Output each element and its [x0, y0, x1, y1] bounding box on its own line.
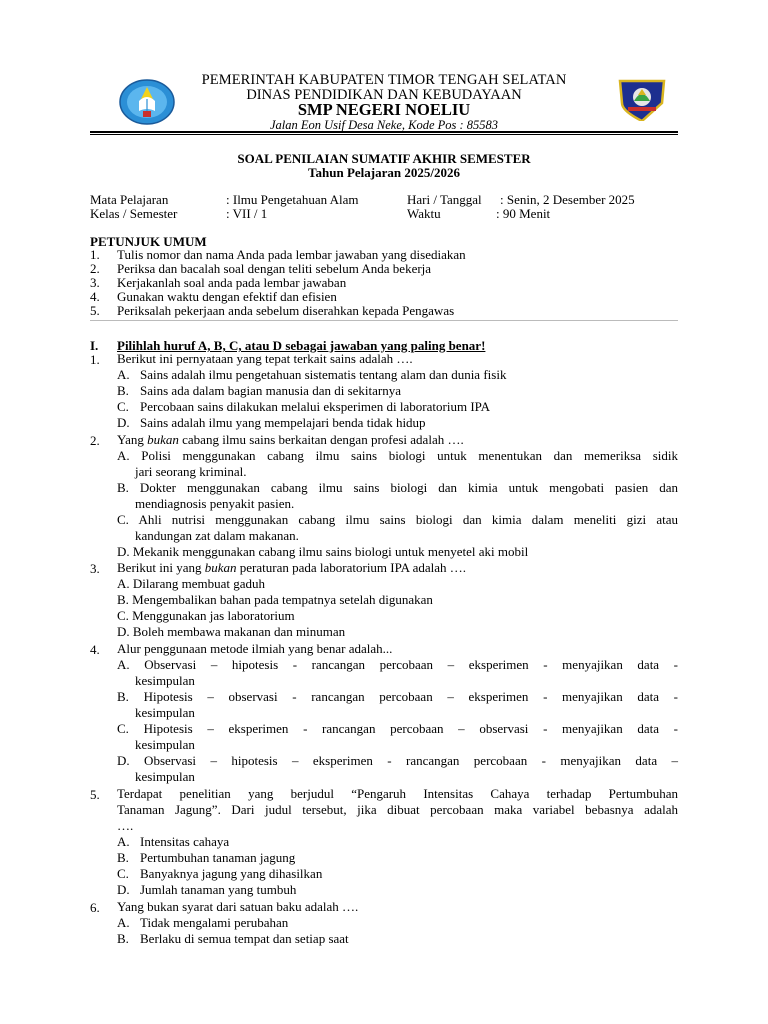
letterhead-divider-thin — [90, 134, 678, 135]
option-line: jari seorang kriminal. — [135, 464, 247, 479]
option-letter: A. — [117, 367, 130, 382]
instruction-item: Gunakan waktu dengan efektif dan efisien — [117, 289, 337, 304]
q3-text-post: peraturan pada laboratorium IPA adalah …. — [236, 560, 467, 575]
option-line: kesimpulan — [135, 737, 195, 752]
question-text-line: …. — [117, 818, 134, 833]
option-line: B. Hipotesis – observasi - rancangan percobaan – eksperimen - menyajikan data - — [117, 689, 678, 704]
q3-text-pre: Berikut ini yang — [117, 560, 205, 575]
letterhead-divider-thick — [90, 131, 678, 133]
day-label: Hari / Tanggal — [407, 192, 482, 207]
option-letter: B. — [117, 383, 129, 398]
option-letter: D. — [117, 415, 130, 430]
option-line: kesimpulan — [135, 705, 195, 720]
q2-text-post: cabang ilmu sains berkaitan dengan profesi adalah …. — [178, 432, 464, 447]
option-text: Jumlah tanaman yang tumbuh — [140, 882, 297, 897]
option-line: A. Polisi menggunakan cabang ilmu sains biologi untuk menentukan dan memeriksa sidik — [117, 448, 678, 463]
instruction-item: Kerjakanlah soal anda pada lembar jawaban — [117, 275, 347, 290]
option-letter: C. — [117, 866, 129, 881]
question-number: 6. — [90, 900, 100, 915]
q3-text-emphasis: bukan — [204, 560, 237, 575]
instruction-number: 3. — [90, 275, 100, 290]
option-text: C. Menggunakan jas laboratorium — [117, 608, 295, 623]
question-number: 1. — [90, 352, 100, 367]
option-line: kesimpulan — [135, 673, 195, 688]
question-text-line: Tanaman Jagung”. Dari judul tersebut, jika dibuat percobaan maka variabel bebasnya adalah — [117, 802, 678, 817]
class-value: : VII / 1 — [226, 206, 268, 221]
instruction-item: Periksalah pekerjaan anda sebelum diserahkan kepada Pengawas — [117, 303, 455, 318]
instruction-number: 1. — [90, 247, 100, 262]
time-value: : 90 Menit — [496, 206, 551, 221]
option-letter: D. — [117, 882, 130, 897]
exam-year: Tahun Pelajaran 2025/2026 — [308, 165, 460, 180]
option-letter: B. — [117, 850, 129, 865]
option-letter: A. — [117, 834, 130, 849]
subject-value: : Ilmu Pengetahuan Alam — [226, 192, 359, 207]
question-number: 4. — [90, 642, 100, 657]
option-line: B. Dokter menggunakan cabang ilmu sains biologi dan kimia untuk mengobati pasien dan — [117, 480, 678, 495]
question-text: Yang bukan syarat dari satuan baku adalah …. — [117, 899, 359, 914]
instruction-number: 4. — [90, 289, 100, 304]
q2-text-emphasis: bukan — [147, 432, 179, 447]
option-line: A. Observasi – hipotesis - rancangan percobaan – eksperimen - menyajikan data - — [117, 657, 678, 672]
class-label: Kelas / Semester — [90, 206, 178, 221]
school-address: Jalan Eon Usif Desa Neke, Kode Pos : 85583 — [269, 118, 499, 132]
section-numeral: I. — [90, 338, 99, 353]
option-text: Sains adalah ilmu pengetahuan sistematis tentang alam dan dunia fisik — [140, 367, 507, 382]
option-letter: B. — [117, 931, 129, 946]
question-number: 5. — [90, 787, 100, 802]
instruction-number: 5. — [90, 303, 100, 318]
option-line: D. Mekanik menggunakan cabang ilmu sains biologi untuk menyetel aki mobil — [117, 544, 529, 559]
question-text — [117, 433, 464, 447]
option-line: C. Hipotesis – eksperimen - rancangan percobaan – observasi - menyajikan data - — [117, 721, 678, 736]
question-text — [117, 561, 466, 575]
option-text: Tidak mengalami perubahan — [140, 915, 289, 930]
option-text: Intensitas cahaya — [140, 834, 230, 849]
question-text-line: Terdapat penelitian yang berjudul “Pengaruh Intensitas Cahaya terhadap Pertumbuhan — [117, 786, 678, 801]
instruction-number: 2. — [90, 261, 100, 276]
day-value: : Senin, 2 Desember 2025 — [500, 192, 635, 207]
q2-text-pre: Yang — [117, 432, 148, 447]
option-line: mendiagnosis penyakit pasien. — [135, 496, 295, 511]
option-text: Pertumbuhan tanaman jagung — [140, 850, 296, 865]
option-letter: C. — [117, 399, 129, 414]
option-line: kesimpulan — [135, 769, 195, 784]
exam-title: SOAL PENILAIAN SUMATIF AKHIR SEMESTER — [237, 151, 531, 166]
section-heading: Pilihlah huruf A, B, C, atau D sebagai jawaban yang paling benar! — [117, 338, 486, 353]
instruction-item: Periksa dan bacalah soal dengan teliti sebelum Anda bekerja — [117, 261, 432, 276]
question-number: 2. — [90, 433, 100, 448]
instructions-heading: PETUNJUK UMUM — [90, 234, 207, 249]
school-name: SMP NEGERI NOELIU — [297, 100, 471, 119]
option-text: B. Mengembalikan bahan pada tempatnya setelah digunakan — [117, 592, 433, 607]
instruction-item: Tulis nomor dan nama Anda pada lembar jawaban yang disediakan — [117, 247, 466, 262]
option-text: Sains adalah ilmu yang mempelajari benda tidak hidup — [140, 415, 426, 430]
instructions-divider — [90, 320, 678, 321]
option-text: Berlaku di semua tempat dan setiap saat — [140, 931, 349, 946]
subject-label: Mata Pelajaran — [90, 192, 169, 207]
time-label: Waktu — [407, 206, 441, 221]
government-name: PEMERINTAH KABUPATEN TIMOR TENGAH SELATAN — [201, 72, 567, 88]
letterhead — [0, 72, 768, 132]
question-text: Berikut ini pernyataan yang tepat terkait sains adalah …. — [117, 351, 413, 366]
question-text: Alur penggunaan metode ilmiah yang benar adalah... — [117, 641, 393, 656]
department-name: DINAS PENDIDIKAN DAN KEBUDAYAAN — [246, 87, 522, 103]
option-line: C. Ahli nutrisi menggunakan cabang ilmu sains biologi dan kimia dalam meneliti gizi atau — [117, 512, 678, 527]
option-text: Percobaan sains dilakukan melalui eksperimen di laboratorium IPA — [140, 399, 491, 414]
option-text: D. Boleh membawa makanan dan minuman — [117, 624, 346, 639]
option-text: A. Dilarang membuat gaduh — [117, 576, 266, 591]
option-text: Banyaknya jagung yang dihasilkan — [140, 866, 323, 881]
question-number: 3. — [90, 561, 100, 576]
option-letter: A. — [117, 915, 130, 930]
option-line: D. Observasi – hipotesis – eksperimen - rancangan percobaan - menyajikan data – — [117, 753, 678, 768]
option-text: Sains ada dalam bagian manusia dan di sekitarnya — [140, 383, 402, 398]
option-line: kandungan zat dalam makanan. — [135, 528, 299, 543]
